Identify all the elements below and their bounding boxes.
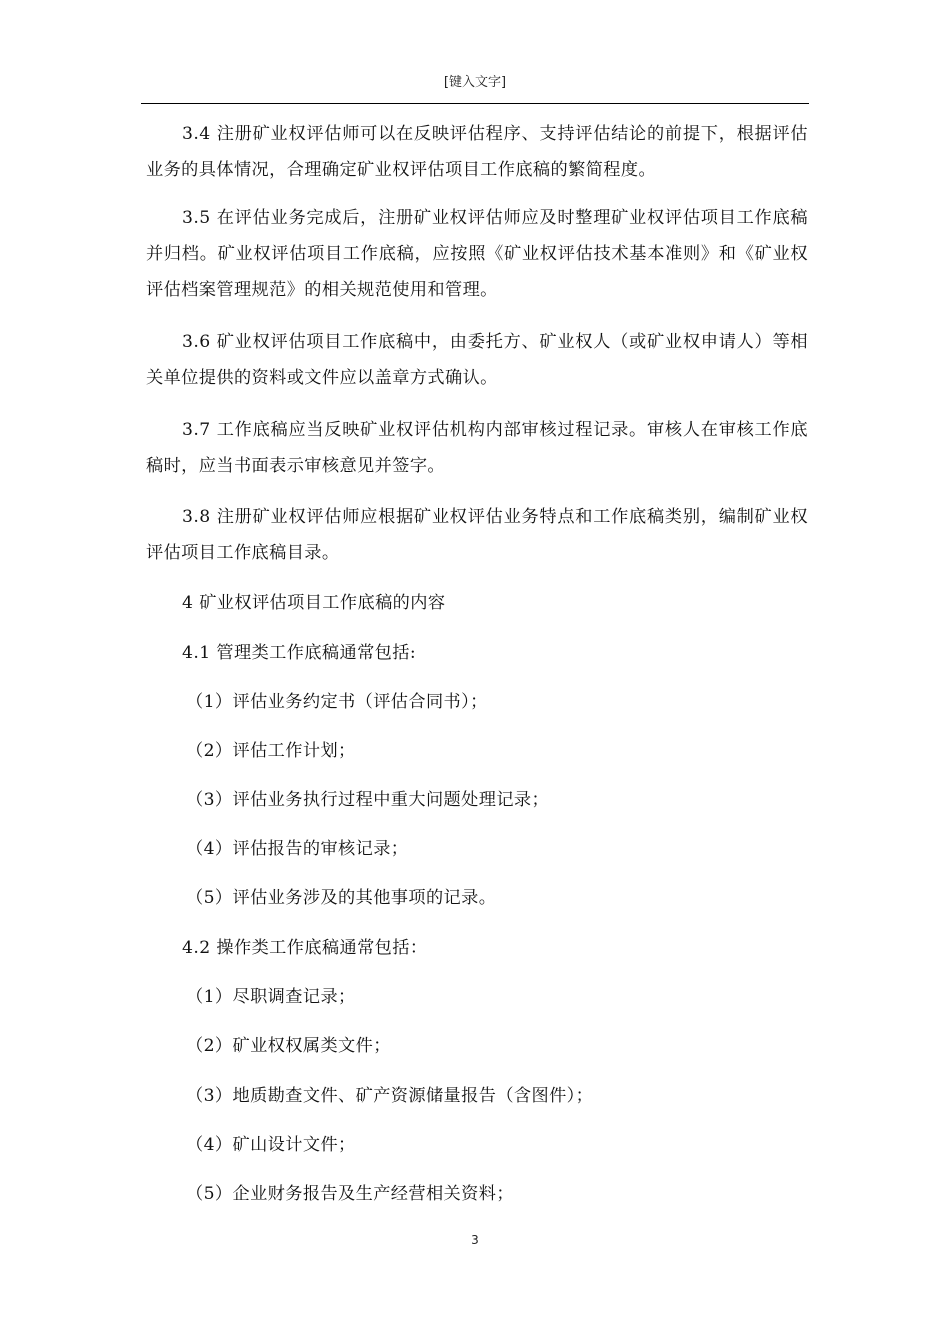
list-item: （2）评估工作计划； [186, 741, 356, 761]
section-4-heading: 4 矿业权评估项目工作底稿的内容 [182, 593, 446, 613]
paragraph-3-7: 3.7 工作底稿应当反映矿业权评估机构内部审核过程记录。审核人在审核工作底稿时，应当书面表示审核意见并签字。 [146, 420, 808, 476]
paragraph-3-5: 3.5 在评估业务完成后，注册矿业权评估师应及时整理矿业权评估项目工作底稿并归档。矿业权评估项目工作底稿，应按照《矿业权评估技术基本准则》和《矿业权评估档案管理规范》的相关规范使用和管理。 [146, 208, 808, 300]
list-item: （5）评估业务涉及的其他事项的记录。 [186, 888, 497, 908]
paragraph-3-8: 3.8 注册矿业权评估师应根据矿业权评估业务特点和工作底稿类别，编制矿业权评估项目工作底稿目录。 [146, 507, 808, 563]
list-item: （1）评估业务约定书（评估合同书）； [186, 692, 488, 712]
page-header: [键入文字] [443, 75, 507, 90]
section-4-1-heading: 4.1 管理类工作底稿通常包括: [182, 643, 417, 663]
page-number: 3 [471, 1233, 479, 1247]
list-item: （3）评估业务执行过程中重大问题处理记录； [186, 790, 550, 810]
header-divider [141, 103, 809, 104]
list-item: （4）矿山设计文件； [186, 1135, 356, 1155]
list-item: （1）尽职调查记录； [186, 987, 356, 1007]
list-item: （4）评估报告的审核记录； [186, 839, 409, 859]
paragraph-3-6: 3.6 矿业权评估项目工作底稿中，由委托方、矿业权人（或矿业权申请人）等相关单位提供的资料或文件应以盖章方式确认。 [146, 332, 808, 388]
list-item: （2）矿业权权属类文件； [186, 1036, 391, 1056]
section-4-2-heading: 4.2 操作类工作底稿通常包括： [182, 938, 428, 958]
list-item: （3）地质勘查文件、矿产资源储量报告（含图件）； [186, 1086, 594, 1106]
paragraph-3-4: 3.4 注册矿业权评估师可以在反映评估程序、支持评估结论的前提下，根据评估业务的具体情况，合理确定矿业权评估项目工作底稿的繁简程度。 [146, 124, 808, 180]
list-item: （5）企业财务报告及生产经营相关资料； [186, 1184, 514, 1204]
